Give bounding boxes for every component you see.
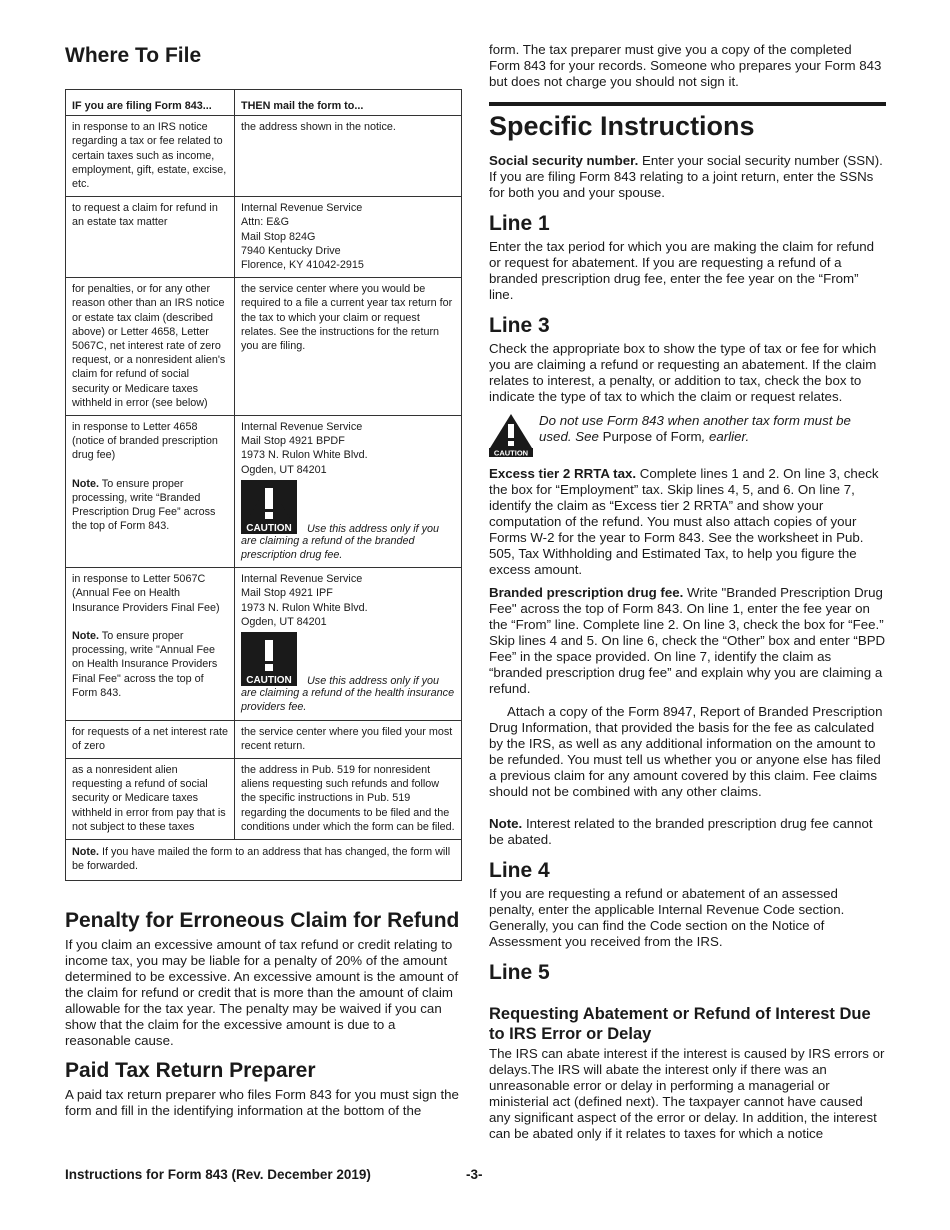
address-line: 1973 N. Rulon White Blvd.	[241, 449, 368, 462]
note-label: Note.	[72, 845, 99, 858]
line1-paragraph: Enter the tax period for which you are making the claim for refund or request for abatement. If you are requesting a refund of a branded prescription drug fee, enter the fee year on the “From” line.	[489, 239, 875, 302]
caution-icon	[241, 480, 297, 534]
table-row	[66, 568, 462, 720]
table-cell-if: for requests of a net interest rate of zero	[66, 720, 235, 758]
address-line: Attn: E&G	[241, 216, 290, 229]
note-text: If you have mailed the form to an address that has changed, the form will be forwarded.	[72, 845, 451, 873]
address-line: the address shown in the notice.	[241, 121, 396, 134]
caution-box	[489, 413, 886, 457]
footer-title: Instructions for Form 843 (Rev. December 2019)	[65, 1167, 371, 1182]
address-line: Internal Revenue Service	[241, 202, 363, 215]
table-cell-if: in response to an IRS notice regarding a tax or fee related to certain taxes such as income, employment, gift, estate, excise, etc.	[66, 116, 235, 197]
table-cell-if	[66, 416, 235, 568]
table-cell-if	[66, 568, 235, 720]
abatement-paragraph: The IRS can abate interest if the interest is caused by IRS errors or delays.The IRS will abate the interest only if there was an unreasonable error or delay in performing a managerial or ministerial act (defined next). The taxpayer cannot have caused any significant aspect of the error or delay. In addition, the interest can be abated only if it relates to taxes for which a notice	[489, 1046, 885, 1141]
table-cell-if: for penalties, or for any other reason other than an IRS notice or estate tax claim (described above) or Letter 4658, Letter 5067C, net interest rate of zero request, or a nonresident alien's claim for refund of social security or Medicare taxes withheld in error (see below)	[66, 278, 235, 416]
note-text: Interest related to the branded prescription drug fee cannot be abated.	[489, 816, 873, 847]
penalty-heading: Penalty for Erroneous Claim for Refund	[65, 909, 460, 933]
table-row	[66, 116, 462, 197]
line4-heading: Line 4	[489, 859, 550, 882]
caution-note-inline: Use this address only if you	[307, 674, 440, 687]
note-label: Note.	[72, 629, 99, 642]
rrta-text: Complete lines 1 and 2. On line 3, check the box for “Employment” tax. Skip lines 4, 5, and 6. On line 7, identify the claim as “Excess tier 2 RRTA” and show your computation of the refund. You must also attach copies of your Forms W-2 for the year to Form 843. See the worksheet in Pub. 505, Tax Withholding and Estimated Tax, to help you figure the excess amount.	[489, 466, 879, 577]
condition-text: in response to Letter 4658 (notice of branded prescription drug fee)	[72, 421, 218, 462]
table-cell-then: the service center where you filed your most recent return.	[235, 720, 462, 758]
address-line: 7940 Kentucky Drive	[241, 244, 341, 257]
address-line: Florence, KY 41042-2915	[241, 259, 364, 272]
address-line: Mail Stop 4921 BPDF	[241, 435, 345, 448]
table-row	[66, 278, 462, 416]
table-cell-then	[235, 568, 462, 720]
table-cell-then	[235, 416, 462, 568]
caution-text	[539, 413, 886, 445]
line1-heading: Line 1	[489, 212, 550, 235]
condition-note	[72, 477, 229, 534]
preparer-heading: Paid Tax Return Preparer	[65, 1059, 316, 1083]
caution-row	[241, 629, 456, 686]
condition-note	[72, 629, 229, 700]
caution-text-a: Do not use Form 843 when another tax form must be used. See	[539, 413, 851, 444]
line3-paragraph: Check the appropriate box to show the type of tax or fee for which you are claiming a refund or requesting an abatement. If the claim relates to interest, a penalty, or addition to tax, check the box to indicate the type of tax to which the claim or request relates.	[489, 341, 877, 404]
address-line: Mail Stop 824G	[241, 230, 316, 243]
note-label: Note.	[489, 816, 523, 831]
caution-icon	[489, 413, 533, 457]
line3-heading: Line 3	[489, 314, 550, 337]
table-cell-then	[235, 197, 462, 278]
table-cell-then	[235, 116, 462, 197]
rrta-label: Excess tier 2 RRTA tax.	[489, 466, 637, 481]
address-line: Mail Stop 4921 IPF	[241, 587, 333, 600]
caution-note-inline: Use this address only if you	[307, 522, 440, 535]
table-cell-then: the service center where you would be required to a file a current year tax return for the tax to which your claim or request relates. See the instructions for the return you are filing.	[235, 278, 462, 416]
address-line: 1973 N. Rulon White Blvd.	[241, 601, 368, 614]
ssn-text: Enter your social security number (SSN). If you are filing Form 843 relating to a joint return, enter the SSNs for both you and your spouse.	[489, 153, 883, 200]
line4-paragraph: If you are requesting a refund or abatement of an assessed penalty, enter the applicable Internal Revenue Code section. Generally, you can find the Code section on the Notice of Assessment you received from the IRS.	[489, 886, 845, 949]
table-cell-then: the address in Pub. 519 for nonresident aliens requesting such refunds and follow the specific instructions in Pub. 519 regarding the documents to be filed and the conditions under which the form can be filed.	[235, 758, 462, 839]
continued-paragraph: form. The tax preparer must give you a copy of the completed Form 843 for your records. Someone who prepares your Form 843 but does not charge you should not sign it.	[489, 42, 882, 89]
table-note-row	[66, 839, 462, 880]
table-row	[66, 720, 462, 758]
note-paragraph	[489, 816, 886, 848]
table-row	[66, 197, 462, 278]
abatement-heading: Requesting Abatement or Refund of Interest Due to IRS Error or Delay	[489, 1005, 871, 1043]
address-line: Ogden, UT 84201	[241, 463, 327, 476]
table-cell-if: to request a claim for refund in an estate tax matter	[66, 197, 235, 278]
caution-text-c: , earlier.	[701, 429, 750, 444]
specific-instructions-heading: Specific Instructions	[489, 111, 755, 141]
table-row	[66, 758, 462, 839]
note-text: To ensure proper processing, write "Annual Fee on Health Insurance Providers Final Fee" across the top of Form 843.	[72, 629, 218, 699]
table-note	[66, 839, 462, 880]
line5-heading: Line 5	[489, 961, 550, 984]
page-number: -3-	[466, 1167, 483, 1182]
bpd-label: Branded prescription drug fee.	[489, 585, 684, 600]
rrta-paragraph	[489, 466, 886, 578]
note-text: To ensure proper processing, write “Branded Prescription Drug Fee” across the top of Form 843.	[72, 477, 216, 533]
caution-note: are claiming a refund of the branded prescription drug fee.	[241, 534, 415, 562]
address-line: Ogden, UT 84201	[241, 615, 327, 628]
where-to-file-table	[65, 89, 462, 881]
address-line: Internal Revenue Service	[241, 573, 363, 586]
caution-text-ref: Purpose of Form	[602, 429, 702, 444]
caution-note: are claiming a refund of the health insurance providers fee.	[241, 687, 455, 714]
svg-text:CAUTION: CAUTION	[246, 675, 292, 687]
penalty-paragraph: If you claim an excessive amount of tax refund or credit relating to income tax, you may be liable for a penalty of 20% of the amount determined to be excessive. An excessive amount is the amount of the claim for refund or credit that is more than the amount of claim allowable for the tax year. The penalty may be waived if you can show that the claim for the excessive amount is due to a reasonable cause.	[65, 937, 459, 1049]
svg-text:CAUTION: CAUTION	[246, 522, 292, 534]
caution-row	[241, 477, 456, 534]
svg-text:CAUTION: CAUTION	[493, 448, 529, 457]
bpd-text: Write "Branded Prescription Drug Fee" across the top of Form 843. On line 1, enter the fee year on the “From” line. Complete line 2. On line 3, check the box for “Fee.” Skip lines 4 and 5. On line 6, check the “Other” box and enter “BPD Fee” in the space provided. On line 7, identify the claim as “branded prescription drug fee” and explain why you are claiming a refund.	[489, 585, 886, 696]
table-header-then: THEN mail the form to...	[235, 90, 462, 116]
section-divider	[489, 102, 886, 106]
table-header-if: IF you are filing Form 843...	[66, 90, 235, 116]
caution-icon	[241, 632, 297, 686]
right-column	[489, 42, 886, 1149]
ssn-paragraph	[489, 153, 886, 201]
table-row	[66, 416, 462, 568]
ssn-label: Social security number.	[489, 153, 639, 168]
attach-paragraph: Attach a copy of the Form 8947, Report of Branded Prescription Drug Information, that provided the basis for the fee as calculated by the IRS, as well as any additional information on the amount to be refunded. You must tell us whether you or anyone else has filed a previous claim for any amount covered by this claim. Fee claims should not be combined with any other claims.	[489, 704, 883, 799]
left-column	[65, 40, 462, 1119]
condition-text: in response to Letter 5067C (Annual Fee on Health Insurance Providers Final Fee)	[72, 573, 220, 614]
bpd-paragraph	[489, 585, 886, 697]
note-label: Note.	[72, 477, 99, 490]
address-line: Internal Revenue Service	[241, 421, 363, 434]
where-to-file-heading: Where To File	[65, 44, 202, 67]
preparer-paragraph: A paid tax return preparer who files Form 843 for you must sign the form and fill in the identifying information at the bottom of the	[65, 1087, 459, 1119]
table-header-row	[66, 90, 462, 116]
table-cell-if: as a nonresident alien requesting a refund of social security or Medicare taxes withheld in error from pay that is not subject to these taxes	[66, 758, 235, 839]
